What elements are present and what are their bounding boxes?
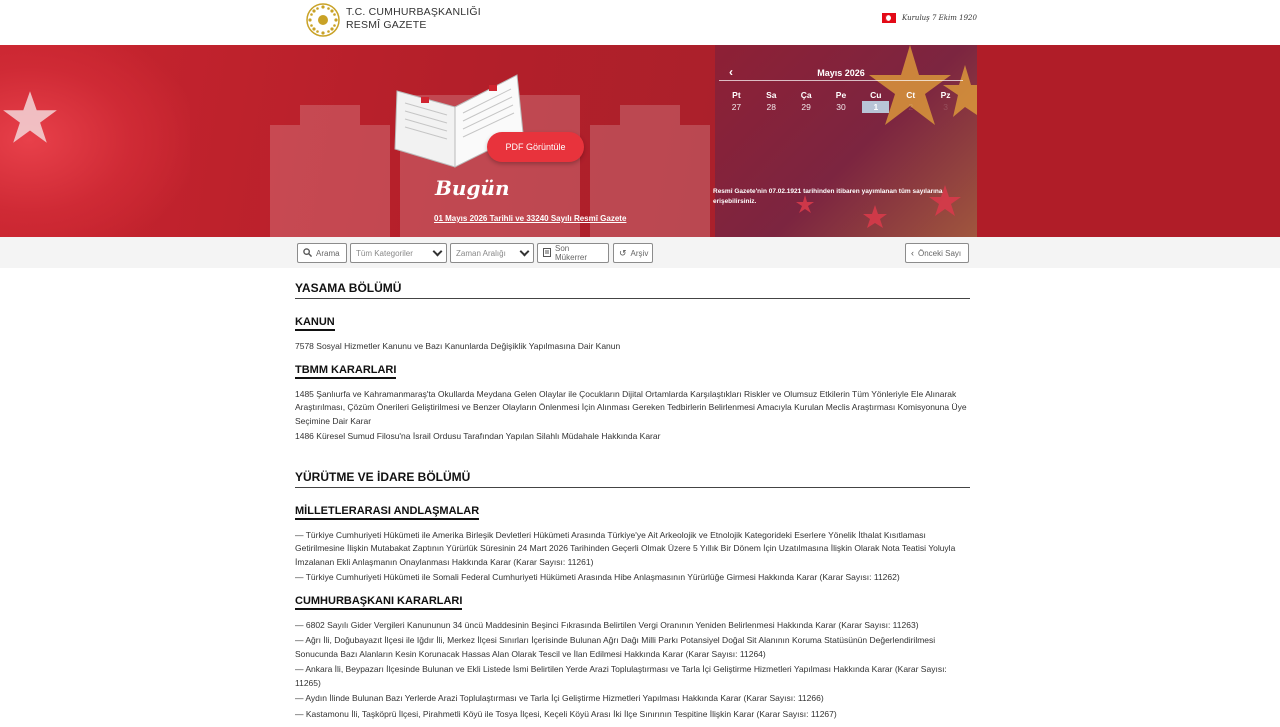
- section-title: YÜRÜTME VE İDARE BÖLÜMÜ: [295, 470, 970, 488]
- weekday: Ct: [906, 90, 916, 100]
- gazette-item-link[interactable]: — Türkiye Cumhuriyeti Hükümeti ile Somali Federal Cumhuriyeti Hükümeti Arasında Hibe Anlaşmasının Yürürlüğe Girmesi Hakkında Karar (Karar Sayısı: 11262): [295, 572, 900, 582]
- calendar-day[interactable]: 28: [766, 102, 776, 112]
- turkish-flag-icon: [882, 13, 896, 23]
- motto: [882, 13, 977, 23]
- group-title: CUMHURBAŞKANI KARARLARI: [295, 595, 462, 610]
- weekday: Sa: [766, 90, 777, 100]
- weekday: Pt: [732, 90, 741, 100]
- brand-line-2: RESMÎ GAZETE: [346, 19, 427, 31]
- motto-text: Kuruluş 7 Ekim 1920: [902, 14, 977, 22]
- banner-right-edge: [977, 45, 1280, 237]
- presidential-seal-icon[interactable]: [305, 2, 341, 38]
- search-button[interactable]: [297, 243, 347, 263]
- search-label: Arama: [316, 248, 340, 258]
- document-icon: [543, 248, 551, 259]
- site-header: [0, 0, 1280, 45]
- group-title: TBMM KARARLARI: [295, 364, 396, 379]
- chevron-left-icon[interactable]: ‹: [729, 65, 733, 79]
- hero-banner: [0, 45, 1280, 237]
- category-select[interactable]: [350, 243, 447, 263]
- last-repeated-label: Son Mükerrer: [555, 244, 588, 262]
- section-title: YASAMA BÖLÜMÜ: [295, 281, 970, 299]
- weekday: Ça: [800, 90, 812, 100]
- group-title: MİLLETLERARASI ANDLAŞMALAR: [295, 505, 479, 520]
- gazette-item-link[interactable]: — Ankara İli, Beypazarı İlçesinde Bulunan ve Ekli Listede İsmi Belirtilen Yerde Arazi Toplulaştırması ve Tarla İçi Geliştirme Hizmetleri Yapılması Hakkında Karar (Karar Sayısı: 11265): [295, 664, 947, 688]
- history-icon: ↺: [619, 247, 627, 258]
- weekday: Pz: [940, 90, 951, 100]
- star-icon: [2, 89, 58, 145]
- calendar-day[interactable]: 3: [943, 102, 948, 112]
- category-value: Tüm Kategoriler: [356, 248, 413, 258]
- chevron-down-icon: [433, 246, 443, 256]
- last-repeated-button[interactable]: [537, 243, 609, 263]
- calendar-day-selected[interactable]: 1: [862, 101, 889, 113]
- calendar: [719, 65, 963, 113]
- time-range-value: Zaman Aralığı: [456, 248, 506, 258]
- group-title: KANUN: [295, 316, 335, 331]
- today-label: Bugün: [435, 176, 510, 200]
- brand-line-1: T.C. CUMHURBAŞKANLIĞI: [346, 6, 481, 18]
- site-brand[interactable]: [346, 6, 481, 32]
- previous-issue-label: Önceki Sayı: [918, 248, 962, 258]
- pdf-view-button[interactable]: PDF Görüntüle: [487, 132, 584, 162]
- chevron-down-icon: [520, 246, 530, 256]
- calendar-grid: [719, 89, 963, 113]
- gazette-item-link[interactable]: — Aydın İlinde Bulunan Bazı Yerlerde Arazi Toplulaştırması ve Tarla İçi Geliştirme Hizmetleri Yapılması Hakkında Karar (Karar Sayısı: 11266): [295, 693, 824, 703]
- gazette-item-link[interactable]: — Türkiye Cumhuriyeti Hükümeti ile Amerika Birleşik Devletleri Hükümeti Arasında Türkiye'ye Ait Arkeolojik ve Etnolojik Kategorideki Eserlere Yönelik İthalat Kısıtlaması Getirilmesine İlişkin Mutabakat Zaptının Yürürlük Süresinin 24 Mart 2026 Tarihinden Geçerli Olmak Üzere 5 Yıllık Bir Dönem İçin Uzatılmasına İlişkin Olarak Nota Teatisi Yoluyla İmzalanan Ekli Anlaşmanın Onaylanması Hakkında Karar (Karar Sayısı: 11261): [295, 529, 956, 567]
- archive-note: Resmî Gazete'nin 07.02.1921 tarihinden itibaren yayımlanan tüm sayılarına erişebilirsiniz.: [713, 188, 943, 205]
- gazette-contents: [295, 281, 970, 727]
- calendar-month: Mayıs 2026: [817, 68, 865, 78]
- time-range-select[interactable]: [450, 243, 534, 263]
- calendar-header: [719, 65, 963, 81]
- previous-issue-button[interactable]: [905, 243, 969, 263]
- calendar-day[interactable]: 30: [836, 102, 846, 112]
- search-icon: [303, 248, 312, 259]
- gazette-item-link[interactable]: — Kastamonu İli, Taşköprü İlçesi, Pirahmetli Köyü ile Tosya İlçesi, Keçeli Köyü Arası İki İlçe Sınırının Tespitine İlişkin Karar (Karar Sayısı: 11267): [295, 708, 837, 719]
- gazette-item-link[interactable]: — 6802 Sayılı Gider Vergileri Kanununun 34 üncü Maddesinin Beşinci Fıkrasında Belirtilen Vergi Oranının Yeniden Belirlenmesi Hakkında Karar (Karar Sayısı: 11263): [295, 619, 919, 630]
- archive-label: Arşiv: [630, 248, 649, 258]
- today-gazette-link[interactable]: 01 Mayıs 2026 Tarihli ve 33240 Sayılı Resmî Gazete: [434, 214, 627, 223]
- gazette-item-link[interactable]: 7578 Sosyal Hizmetler Kanunu ve Bazı Kanunlarda Değişiklik Yapılmasına Dair Kanun: [295, 341, 621, 351]
- weekday: Pe: [835, 90, 847, 100]
- calendar-day[interactable]: 29: [801, 102, 811, 112]
- gazette-item-link[interactable]: 1485 Şanlıurfa ve Kahramanmaraş'ta Okullarda Meydana Gelen Olaylar ile Çocukların Dijital Ortamlarda Karşılaştıkları Riskler ve Olumsuz Etkilerin Tüm Yönleriyle Ele Alınarak Araştırılması, Çözüm Önerileri Geliştirilmesi ve Benzer Olayların Önlenmesi İçin Alınması Gereken Tedbirlerin Belirlenmesi Amacıyla Kurulan Meclis Araştırması Komisyonuna Üye Seçimine Dair Karar: [295, 388, 967, 426]
- chevron-left-icon: ‹: [911, 248, 914, 258]
- gazette-item-link[interactable]: — Ağrı İli, Doğubayazıt İlçesi ile Iğdır İli, Merkez İlçesi Sınırları İçerisinde Bulunan Ağrı Dağı Milli Parkı Potansiyel Doğal Sit Alanının Koruma Statüsünün Değerlendirilmesi Sonucunda Bazı Alanların Kesin Korunacak Hassas Alan Olarak Tescil ve İlan Edilmesi Hakkında Karar (Karar Sayısı: 11264): [295, 635, 936, 659]
- archive-button[interactable]: [613, 243, 653, 263]
- calendar-day[interactable]: 2: [908, 102, 914, 112]
- calendar-day[interactable]: 27: [731, 102, 742, 112]
- weekday: Cu: [870, 90, 882, 100]
- gazette-item-link[interactable]: 1486 Küresel Sumud Filosu'na İsrail Ordusu Tarafından Yapılan Silahlı Müdahale Hakkında Karar: [295, 431, 661, 441]
